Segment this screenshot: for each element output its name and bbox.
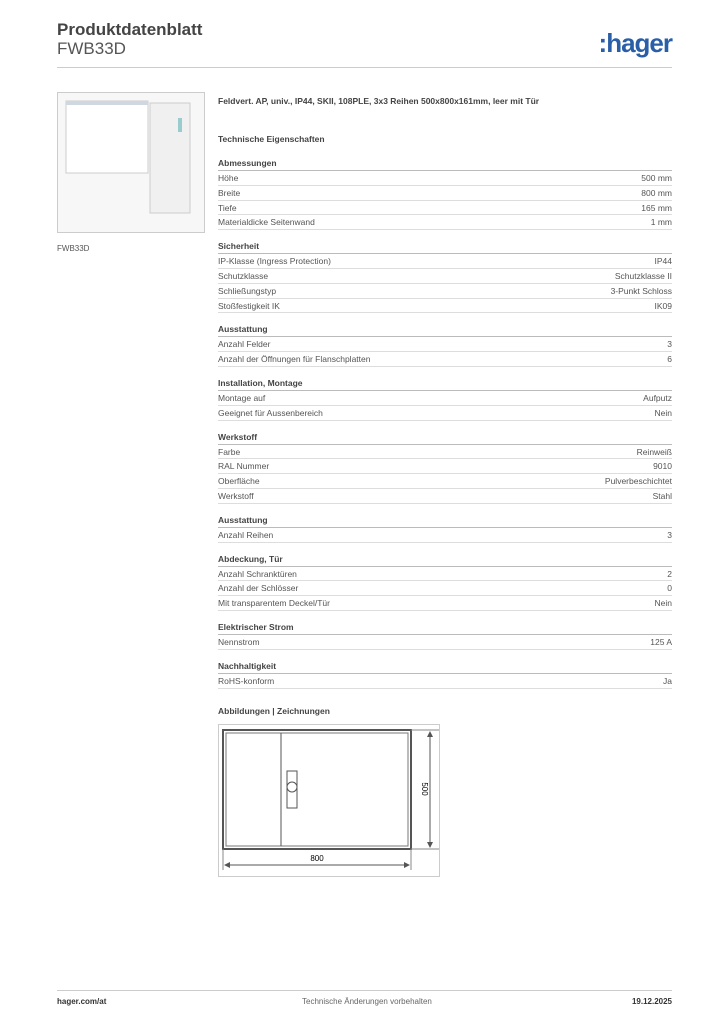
spec-row [218,201,672,216]
spec-label: Anzahl der Schlösser [218,583,299,594]
spec-value: Nein [654,598,672,609]
spec-label: Anzahl Schranktüren [218,568,297,579]
technical-drawing [218,724,440,877]
spec-label: Schutzklasse [218,270,269,281]
footer-divider [57,990,672,991]
page-title: Produktdatenblatt [57,20,203,39]
spec-value: 3 [667,339,672,350]
spec-row [218,489,672,504]
spec-value: Aufputz [643,392,672,403]
spec-value: 3 [667,529,672,540]
product-code: FWB33D [57,39,126,58]
spec-label: Stoßfestigkeit IK [218,300,280,311]
image-caption: FWB33D [57,244,90,253]
spec-section [218,239,672,313]
spec-value: 0 [667,583,672,594]
spec-value: 800 mm [641,187,672,198]
spec-row [218,459,672,474]
section-heading: Ausstattung [218,513,672,528]
spec-section [218,659,672,689]
spec-value: 9010 [653,461,672,472]
spec-row [218,352,672,367]
spec-row [218,528,672,543]
spec-section [218,156,672,230]
spec-section [218,322,672,367]
product-description: Feldvert. AP, univ., IP44, SKII, 108PLE, 3x3 Reihen 500x800x161mm, leer mit Tür [218,96,540,106]
spec-row [218,581,672,596]
spec-label: Nennstrom [218,636,260,647]
spec-value: 3-Punkt Schloss [610,285,672,296]
spec-content [218,96,672,698]
footer-disclaimer: Technische Änderungen vorbehalten [302,997,432,1006]
spec-value: Stahl [652,490,672,501]
spec-section [218,376,672,421]
spec-label: Werkstoff [218,490,254,501]
spec-label: Materialdicke Seitenwand [218,217,315,228]
hager-logo: :hager [598,28,672,58]
section-heading: Sicherheit [218,239,672,254]
spec-label: Anzahl Felder [218,339,271,350]
footer-date: 19.12.2025 [631,997,672,1006]
spec-value: IK09 [654,300,672,311]
spec-value: 500 mm [641,173,672,183]
spec-value: IP44 [654,256,672,267]
spec-value: 125 A [650,636,672,647]
spec-value: 165 mm [641,202,672,213]
spec-row [218,284,672,299]
spec-row [218,171,672,186]
section-heading: Installation, Montage [218,376,672,391]
spec-value: Nein [654,407,672,418]
section-heading: Abmessungen [218,156,672,171]
spec-label: Farbe [218,446,241,457]
spec-section [218,430,672,504]
tech-heading: Technische Eigenschaften [218,134,325,144]
spec-row [218,186,672,201]
spec-row [218,635,672,650]
section-heading: Elektrischer Strom [218,620,672,635]
spec-value: Ja [663,675,672,686]
spec-row [218,391,672,406]
spec-section [218,552,672,611]
spec-label: Geeignet für Aussenbereich [218,407,323,418]
spec-label: Oberfläche [218,476,260,487]
spec-label: Anzahl der Öffnungen für Flanschplatten [218,354,371,365]
spec-row [218,215,672,230]
spec-label: Breite [218,187,241,198]
spec-label: Anzahl Reihen [218,529,274,540]
spec-row [218,337,672,352]
footer-website[interactable]: hager.com/at [57,997,107,1006]
spec-label: Tiefe [218,202,237,213]
spec-row [218,406,672,421]
spec-value: Reinweiß [636,446,672,457]
spec-row [218,474,672,489]
section-heading: Nachhaltigkeit [218,659,672,674]
spec-row [218,299,672,314]
spec-value: 6 [667,354,672,365]
spec-label: Mit transparentem Deckel/Tür [218,598,330,609]
spec-label: Montage auf [218,392,266,403]
header-divider [57,67,672,68]
width-dimension: 800 [310,854,324,863]
spec-label: IP-Klasse (Ingress Protection) [218,256,331,267]
spec-row [218,596,672,611]
spec-value: Pulverbeschichtet [604,476,672,487]
spec-section [218,620,672,650]
drawing-heading: Abbildungen | Zeichnungen [218,706,330,716]
spec-label: RoHS-konform [218,675,275,686]
spec-value: Schutzklasse II [614,270,672,281]
spec-value: 1 mm [650,217,672,228]
section-heading: Werkstoff [218,430,672,445]
spec-section [218,513,672,543]
spec-row [218,445,672,460]
spec-label: Höhe [218,173,239,183]
product-image [57,92,205,233]
spec-label: RAL Nummer [218,461,270,472]
spec-row [218,674,672,689]
section-heading: Ausstattung [218,322,672,337]
section-heading: Abdeckung, Tür [218,552,672,567]
spec-row [218,567,672,582]
spec-row [218,269,672,284]
spec-row [218,254,672,269]
spec-value: 2 [667,568,672,579]
spec-label: Schließungstyp [218,285,277,296]
height-dimension: 500 [420,782,429,796]
